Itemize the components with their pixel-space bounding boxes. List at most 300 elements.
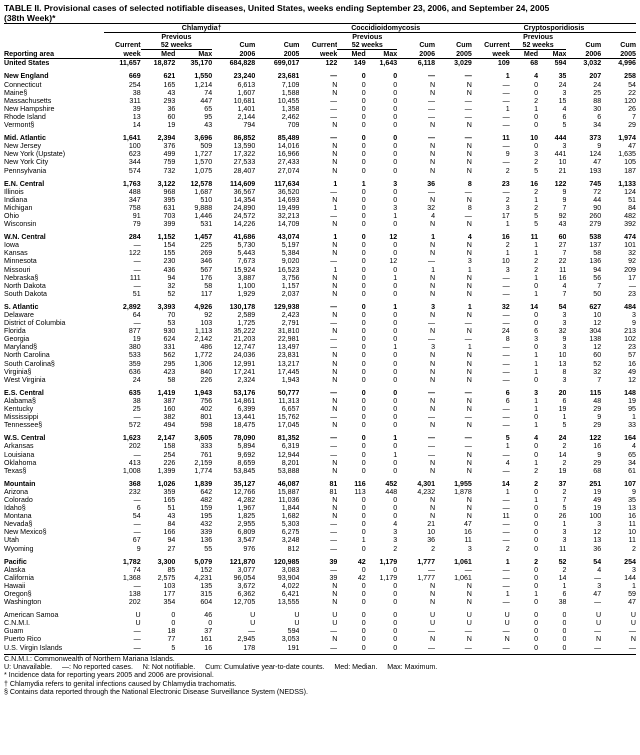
value-cell: 2,159 <box>194 458 213 467</box>
med-header: Med <box>161 50 176 59</box>
value-cell: N <box>466 249 472 258</box>
value-cell: 635 <box>128 388 141 397</box>
value-cell: 1 <box>361 536 366 545</box>
value-cell: 0 <box>534 573 539 582</box>
value-cell: 43 <box>167 512 176 521</box>
value-cell: 1,782 <box>122 557 141 566</box>
value-cell: N <box>466 504 472 513</box>
value-cell: U <box>294 619 300 628</box>
value-cell: 78,090 <box>233 434 256 443</box>
value-cell: 1,825 <box>237 512 256 521</box>
reporting-area-cell: Indiana <box>4 195 28 204</box>
value-cell: 138 <box>128 590 141 598</box>
cum-header: Cum <box>283 41 300 50</box>
value-cell: 14,709 <box>277 220 300 229</box>
value-cell: 6,809 <box>237 528 256 537</box>
reporting-area-cell: Wyoming <box>4 544 34 553</box>
value-cell: 531 <box>200 220 213 229</box>
value-cell: 1,687 <box>194 187 213 196</box>
group-header-cryptosporidiosis: Cryptosporidiosis <box>472 24 636 33</box>
value-cell: 0 <box>534 611 539 620</box>
value-cell: — <box>330 302 338 311</box>
reporting-area-cell: Maryland§ <box>4 343 38 352</box>
value-cell: 155 <box>163 249 176 258</box>
value-cell: 6,657 <box>281 405 300 414</box>
value-cell: 699,017 <box>273 59 300 68</box>
year-2006-header: 2006 <box>419 50 436 59</box>
value-cell: 4,022 <box>281 581 300 590</box>
value-cell: 11,313 <box>278 396 300 405</box>
value-cell: 1 <box>505 557 510 566</box>
value-cell: 1,179 <box>379 573 398 582</box>
value-cell: 0 <box>361 359 366 368</box>
value-cell: 35,127 <box>233 479 256 488</box>
value-cell: 0 <box>361 166 366 175</box>
table-title <box>4 3 636 23</box>
value-cell: N <box>332 281 338 290</box>
value-cell: 0 <box>361 289 366 298</box>
table-row <box>4 421 636 429</box>
value-cell: 0 <box>393 335 398 344</box>
value-cell: 60 <box>167 112 176 121</box>
value-cell: 0 <box>393 590 398 598</box>
value-cell: N <box>466 581 472 590</box>
table-row <box>4 376 636 384</box>
value-cell: 3 <box>467 544 472 553</box>
value-cell: 311 <box>129 96 141 105</box>
value-cell: N <box>332 359 338 368</box>
value-cell: 1,682 <box>281 512 300 521</box>
value-cell: N <box>429 327 436 336</box>
value-cell: — <box>464 388 472 397</box>
value-cell: 1 <box>333 203 338 212</box>
reporting-area-cell: Tennessee§ <box>4 421 43 430</box>
value-cell: 9,692 <box>237 450 256 459</box>
value-cell: — <box>427 104 436 113</box>
value-cell: — <box>502 528 510 537</box>
value-cell: N <box>332 405 338 414</box>
footnote: § Contains data reported through the National Electronic Disease Surveillance System (NEDSS). <box>4 687 308 696</box>
value-cell: 16 <box>593 442 602 451</box>
table-row <box>4 343 636 351</box>
value-cell: 46 <box>204 611 213 620</box>
value-cell: 0 <box>361 265 366 274</box>
value-cell: 16 <box>501 233 510 242</box>
value-cell: 11 <box>628 520 636 529</box>
value-cell: 64 <box>132 311 141 319</box>
value-cell: 0 <box>393 80 398 89</box>
value-cell: N <box>332 635 338 644</box>
value-cell: 44 <box>593 195 602 204</box>
value-cell: 37 <box>558 479 567 488</box>
value-cell: 2,037 <box>281 289 300 298</box>
value-cell: N <box>332 327 338 336</box>
value-cell: 5 <box>562 504 567 513</box>
value-cell: 1 <box>534 405 539 414</box>
value-cell: 3,672 <box>237 581 256 590</box>
value-cell: 100 <box>128 142 141 151</box>
reporting-area-cell: Oregon§ <box>4 590 32 598</box>
value-cell: 0 <box>393 134 398 143</box>
value-cell: N <box>429 220 436 229</box>
value-cell: N <box>332 375 338 384</box>
reporting-area-cell: Minnesota <box>4 257 37 266</box>
value-cell: 598 <box>200 421 213 430</box>
value-cell: 2,462 <box>281 112 300 121</box>
value-cell: 562 <box>163 351 176 360</box>
value-cell: 0 <box>171 611 176 620</box>
value-cell: — <box>502 158 510 167</box>
value-cell: 0 <box>534 281 539 290</box>
value-cell: N <box>332 241 338 250</box>
value-cell: 2 <box>505 241 510 250</box>
value-cell: 8 <box>467 203 472 212</box>
value-cell: 2 <box>505 195 510 204</box>
value-cell: N <box>466 158 472 167</box>
value-cell: 11,657 <box>119 59 141 68</box>
table-row <box>4 81 636 89</box>
value-cell: — <box>330 319 338 328</box>
value-cell: 1,772 <box>194 351 213 360</box>
value-cell: N <box>429 590 436 598</box>
value-cell: 399 <box>163 220 176 229</box>
value-cell: 13,555 <box>277 598 300 607</box>
value-cell: 3 <box>393 528 398 537</box>
value-cell: — <box>133 520 141 529</box>
value-cell: — <box>464 187 472 196</box>
value-cell: — <box>464 96 472 105</box>
value-cell: 1,929 <box>237 289 256 298</box>
value-cell: 54 <box>558 302 567 311</box>
footnote: U: Unavailable. —: No reported cases. N: Not notifiable. Cum: Cumulative year-to-date counts. Med: Median. Max: Maximum. <box>4 662 438 671</box>
value-cell: 0 <box>393 195 398 204</box>
value-cell: U <box>250 611 256 620</box>
value-cell: 13,441 <box>233 413 256 422</box>
value-cell: 380 <box>128 343 141 352</box>
value-cell: 9 <box>632 487 636 496</box>
value-cell: 621 <box>163 72 176 81</box>
value-cell: 19 <box>593 487 602 496</box>
value-cell: 91 <box>132 211 141 220</box>
value-cell: 2 <box>431 544 436 553</box>
value-cell: 0 <box>534 544 539 553</box>
value-cell: 0 <box>361 466 366 475</box>
value-cell: 11 <box>502 134 510 143</box>
value-cell: 29 <box>593 458 602 467</box>
reporting-area-cell: U.S. Virgin Islands <box>4 643 63 652</box>
value-cell: 36 <box>593 544 602 553</box>
value-cell: 0 <box>562 619 567 628</box>
reporting-area-cell: Illinois <box>4 187 24 196</box>
value-cell: 0 <box>534 319 539 328</box>
value-cell: 3 <box>597 520 602 529</box>
table-row <box>4 459 636 467</box>
value-cell: 5,384 <box>281 249 300 258</box>
value-cell: 5,730 <box>237 241 256 250</box>
value-cell: 0 <box>361 619 366 628</box>
value-cell: 0 <box>361 520 366 529</box>
value-cell: 1 <box>534 590 539 598</box>
value-cell: 226 <box>163 458 176 467</box>
value-cell: — <box>502 450 510 459</box>
value-cell: 1 <box>562 581 567 590</box>
value-cell: 9 <box>597 142 602 151</box>
value-cell: — <box>330 528 338 537</box>
value-cell: 177 <box>163 590 176 598</box>
table-row <box>4 89 636 97</box>
value-cell: 53 <box>167 319 176 328</box>
value-cell: 0 <box>393 241 398 250</box>
reporting-area-cell: American Samoa <box>4 611 59 620</box>
value-cell: 225 <box>200 241 213 250</box>
value-cell: 1 <box>534 458 539 467</box>
value-cell: N <box>429 512 436 521</box>
value-cell: 631 <box>163 203 176 212</box>
value-cell: 85 <box>167 565 176 574</box>
value-cell: — <box>502 142 510 151</box>
year-2005-header: 2005 <box>620 50 636 59</box>
value-cell: 154 <box>163 241 176 250</box>
value-cell: 34 <box>593 121 602 130</box>
value-cell: 452 <box>385 479 398 488</box>
value-cell: 12 <box>389 257 398 266</box>
value-cell: 6 <box>597 112 602 121</box>
value-cell: 0 <box>361 512 366 521</box>
value-cell: 1 <box>393 434 398 443</box>
value-cell: 1,368 <box>122 573 141 582</box>
value-cell: 1 <box>393 343 398 352</box>
value-cell: 1,763 <box>122 179 141 188</box>
value-cell: 226 <box>200 375 213 384</box>
value-cell: 0 <box>393 327 398 336</box>
current-header: Current <box>311 41 338 50</box>
value-cell: 2 <box>534 96 539 105</box>
value-cell: 130,178 <box>229 302 256 311</box>
value-cell: 202 <box>128 442 141 451</box>
value-cell: 0 <box>393 319 398 328</box>
value-cell: 3,393 <box>157 302 176 311</box>
value-cell: 1,026 <box>157 479 176 488</box>
region-row <box>4 558 636 566</box>
value-cell: 3 <box>534 335 539 344</box>
value-cell: 3,248 <box>281 536 300 545</box>
value-cell: 19 <box>558 405 567 414</box>
reporting-area-cell: Alaska <box>4 565 26 574</box>
value-cell: 9 <box>562 195 567 204</box>
value-cell: 9 <box>632 319 636 328</box>
value-cell: 0 <box>361 413 366 422</box>
reporting-area-cell: South Dakota <box>4 289 47 298</box>
value-cell: 32 <box>427 203 436 212</box>
table-row <box>4 413 636 421</box>
value-cell: N <box>466 289 472 298</box>
value-cell: 1 <box>361 179 366 188</box>
value-cell: 11,036 <box>278 495 300 504</box>
value-cell: N <box>466 241 472 250</box>
value-cell: 202 <box>128 598 141 607</box>
value-cell: — <box>464 104 472 113</box>
value-cell: 3 <box>562 142 567 151</box>
value-cell: 0 <box>393 627 398 636</box>
value-cell: 94 <box>167 273 176 282</box>
value-cell: 6,613 <box>237 80 256 89</box>
value-cell: 0 <box>534 413 539 422</box>
value-cell: U <box>135 619 141 628</box>
value-cell: 42 <box>357 573 366 582</box>
value-cell: 0 <box>534 504 539 513</box>
value-cell: 12 <box>593 319 602 328</box>
value-cell: 331 <box>163 343 176 352</box>
value-cell: 0 <box>361 241 366 250</box>
value-cell: 10 <box>628 528 636 537</box>
previous-header: Previous <box>523 33 554 42</box>
value-cell: N <box>429 289 436 298</box>
value-cell: N <box>332 249 338 258</box>
value-cell: 0 <box>393 643 398 652</box>
previous-header: Previous <box>352 33 383 42</box>
value-cell: N <box>332 311 338 319</box>
value-cell: 2,589 <box>237 311 256 319</box>
value-cell: 0 <box>393 142 398 151</box>
value-cell: U <box>332 611 338 620</box>
max-header: Max <box>552 50 567 59</box>
value-cell: 11 <box>559 544 567 553</box>
value-cell: 636 <box>128 367 141 376</box>
reporting-area-cell: Idaho§ <box>4 504 26 513</box>
value-cell: 2 <box>534 203 539 212</box>
value-cell: 36 <box>167 104 176 113</box>
value-cell: U <box>332 619 338 628</box>
value-cell: 0 <box>393 388 398 397</box>
value-cell: 0 <box>393 512 398 521</box>
value-cell: 0 <box>361 565 366 574</box>
value-cell: — <box>427 96 436 105</box>
value-cell: — <box>427 388 436 397</box>
value-cell: 152 <box>200 565 213 574</box>
value-cell: 178 <box>243 643 256 652</box>
value-cell: 333 <box>200 442 213 451</box>
value-cell: — <box>133 450 141 459</box>
value-cell: 117 <box>200 289 213 298</box>
value-cell: 18,475 <box>233 421 256 430</box>
value-cell: 5,443 <box>237 249 256 258</box>
value-cell: U <box>135 611 141 620</box>
table-row <box>4 121 636 129</box>
table-row <box>4 212 636 220</box>
value-cell: 0 <box>361 273 366 282</box>
value-cell: 0 <box>361 627 366 636</box>
value-cell: 209 <box>624 265 636 274</box>
table-row <box>4 368 636 376</box>
value-cell: 16 <box>204 643 213 652</box>
value-cell: 46,087 <box>277 479 300 488</box>
value-cell: 68 <box>530 59 539 68</box>
value-cell: 0 <box>393 220 398 229</box>
value-cell: 7 <box>597 281 602 290</box>
value-cell: 0 <box>361 72 366 81</box>
value-cell: 373 <box>589 134 602 143</box>
value-cell: — <box>502 121 510 130</box>
value-cell: 0 <box>361 434 366 443</box>
value-cell: 0 <box>361 249 366 258</box>
value-cell: 27 <box>167 544 176 553</box>
value-cell: 2 <box>534 257 539 266</box>
value-cell: — <box>502 598 510 607</box>
value-cell: — <box>502 281 510 290</box>
value-cell: 111 <box>129 273 141 282</box>
value-cell: 684,828 <box>229 59 256 68</box>
value-cell: 0 <box>534 343 539 352</box>
value-cell: N <box>466 405 472 414</box>
value-cell: 4 <box>393 520 398 529</box>
current-header: Current <box>484 41 510 50</box>
region-row <box>4 434 636 442</box>
value-cell: 3,053 <box>281 635 300 644</box>
value-cell: 2 <box>562 442 567 451</box>
value-cell: 56 <box>593 273 602 282</box>
value-cell: 17,322 <box>233 150 256 159</box>
value-cell: 50 <box>593 289 602 298</box>
value-cell: 101 <box>624 241 636 250</box>
value-cell: 0 <box>562 635 567 644</box>
value-cell: 92 <box>558 211 567 220</box>
year-2006-header: 2006 <box>585 50 602 59</box>
footnotes <box>4 654 636 696</box>
value-cell: — <box>133 281 141 290</box>
value-cell: — <box>502 627 510 636</box>
value-cell: 0 <box>361 187 366 196</box>
value-cell: 32 <box>593 367 602 376</box>
value-cell: 35 <box>558 72 567 81</box>
value-cell: 16 <box>558 273 567 282</box>
value-cell: — <box>330 442 338 451</box>
reporting-area-cell: North Carolina <box>4 351 50 360</box>
value-cell: 572 <box>128 421 141 430</box>
reporting-area-cell: Mountain <box>4 479 36 488</box>
value-cell: N <box>332 396 338 405</box>
value-cell: 9 <box>562 187 567 196</box>
reporting-area-cell: New England <box>4 72 49 81</box>
value-cell: 81,352 <box>277 434 300 443</box>
value-cell: N <box>429 249 436 258</box>
reporting-area-cell: Florida <box>4 327 26 336</box>
value-cell: N <box>429 367 436 376</box>
value-cell: 16 <box>628 359 636 368</box>
value-cell: 7,673 <box>237 257 256 266</box>
value-cell: 12,705 <box>233 598 256 607</box>
value-cell: 279 <box>589 220 602 229</box>
value-cell: 25 <box>132 405 141 414</box>
value-cell: — <box>133 413 141 422</box>
value-cell: 0 <box>393 166 398 175</box>
value-cell: N <box>429 466 436 475</box>
value-cell: 0 <box>393 396 398 405</box>
value-cell: N <box>466 281 472 290</box>
value-cell: 81 <box>329 479 338 488</box>
value-cell: 32 <box>558 327 567 336</box>
value-cell: 1,623 <box>122 434 141 443</box>
value-cell: 538 <box>589 233 602 242</box>
value-cell: 1,967 <box>237 504 256 513</box>
previous-header: Previous <box>161 33 192 42</box>
value-cell: 395 <box>163 195 176 204</box>
value-cell: 0 <box>393 619 398 628</box>
value-cell: N <box>332 121 338 130</box>
value-cell: 24,036 <box>233 351 256 360</box>
value-cell: — <box>330 520 338 529</box>
value-cell: — <box>427 335 436 344</box>
value-cell: 3,032 <box>583 59 602 68</box>
